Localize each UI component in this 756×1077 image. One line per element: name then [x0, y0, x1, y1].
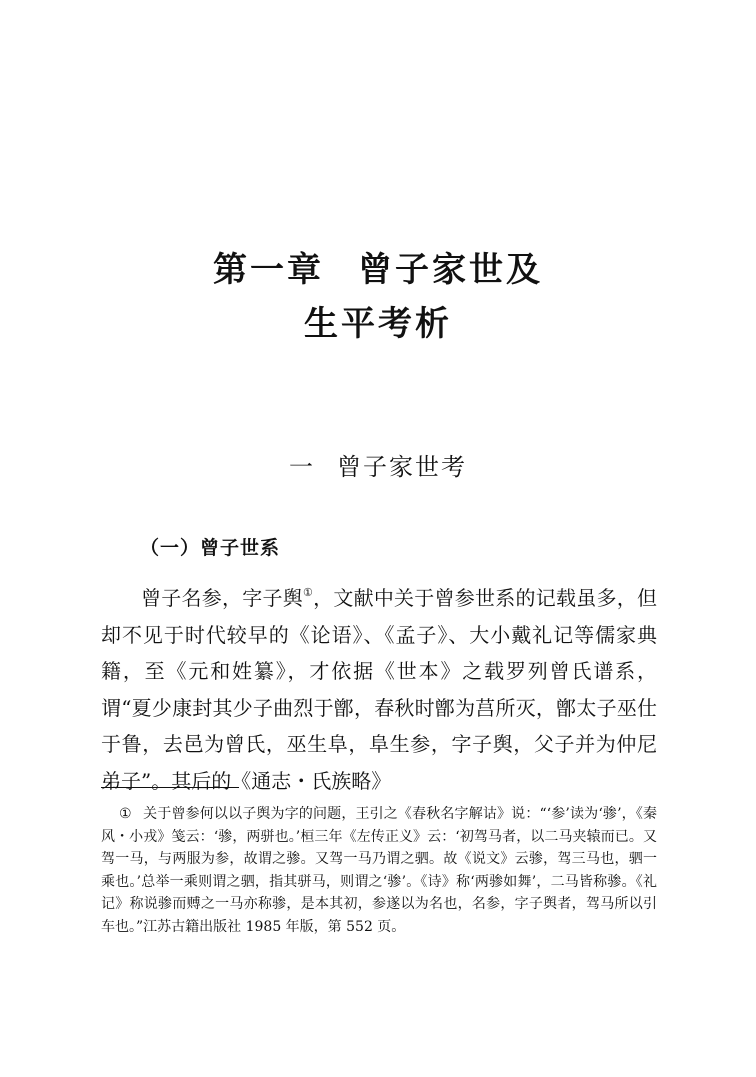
chapter-title-line-2: 生平考析 — [304, 304, 452, 344]
body-text-rest: ，文献中关于曾参世系的记载虽多，但却不见于时代较早的《论语》、《孟子》、大小戴礼记等儒家典籍，至《元和姓纂》，才依据《世本》之载罗列曾氏谱系，谓“夏少康封其少子曲烈于鄫，春秋时鄫为莒所灭，鄫太子巫仕于鲁，去邑为曾氏，巫生阜，阜生参，字子舆，父子并为仲尼弟子”。其后的《通志・氏族略》 — [101, 586, 657, 793]
chapter-title-line-1 — [0, 243, 756, 297]
footnote-reference[interactable]: ① — [302, 586, 314, 599]
body-text-start: 曾子名参，字子舆 — [141, 586, 303, 610]
subsection-heading: （一）曾子世系 — [140, 537, 281, 559]
chapter-title — [0, 243, 756, 351]
body-paragraph — [101, 580, 657, 799]
section-heading — [0, 447, 756, 482]
footnote-divider — [101, 787, 239, 788]
chapter-number: 第一章 — [213, 250, 324, 290]
footnote — [101, 803, 657, 938]
section-number: 一 — [289, 453, 315, 481]
footnote-marker: ① — [119, 806, 132, 822]
section-title: 曾子家世考 — [337, 453, 467, 481]
footnote-text: 关于曾参何以以子舆为字的问题，王引之《春秋名字解诂》说：“‘参’读为‘骖’，《秦风・小戎》笺云：‘骖，两骈也。’桓三年《左传正义》云：‘初驾马者，以二马夹辕而已。又驾一马，与两服为参，故谓之骖。又驾一马乃谓之驷。故《说文》云骖，驾三马也，驷一乘也。’总举一乘则谓之驷，指其骈马，则谓之‘骖’。《诗》称‘两骖如舞’，二马皆称骖。《礼记》称说骖而赙之一马亦称骖，是本其初，参遂以为名也，名参，字子舆者，驾马所以引车也。”江苏古籍出版社 1985 年版，第 552 页。 — [101, 806, 657, 935]
chapter-title-part-1: 曾子家世及 — [358, 250, 543, 290]
